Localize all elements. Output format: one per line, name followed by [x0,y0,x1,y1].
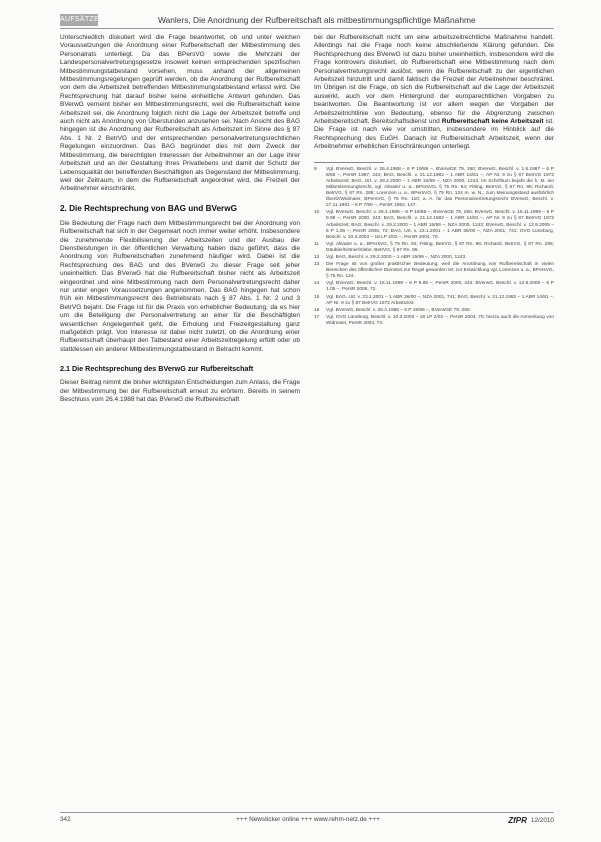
footnotes [314,167,554,327]
footer-rule [60,812,554,813]
footnote [314,308,554,314]
footnote [314,281,554,293]
footnote-text: Die Frage ist von großer praktischer Bedeutung, weil die Anordnung von Rufbereitschaft in vielen Bereichen des öffentlichen Dienstes zur Regel geworden ist; zur Entwicklung vgl. Lorenzen u. a., BPersVG, § 75 Rn. 124. [326,262,554,280]
footnote [314,255,554,261]
footnote-number: 11 [314,241,319,247]
right-intro-text: bei der Rufbereitschaft nicht um eine arbeitszeitrechtliche Maßnahme handelt. Allerdings hat die Frage noch keine abschließende Klärung gefunden. Die Rechtsprechung des BVerwG ist dazu bisher uneinheitlich, insbesondere wird die Frage kontrovers diskutiert, ob Rufbereitschaft eine Mitbestimmung nach dem Personalvertretungsrecht auslöst, wenn die Rufbereitschaft zu der eigentlichen Arbeitszeit hinzutritt und damit faktisch die Freizeit der Arbeitnehmer beschränkt. Im Übrigen ist die Frage, ob sich die Rufbereitschaft auf die Lage der Arbeitszeit auswirkt, auch vor dem Hintergrund der europarechtlichen Vorgaben zu beantworten. Die Beantwortung ist vor allem wegen der Vorgaben der Arbeitszeitrichtlinie von Bedeutung, ebenso für die Abgrenzung zwischen Arbeitsbereitschaft, Bereitschaftsdienst und [314,34,554,126]
intro-paragraph: Unterschiedlich diskutiert wird die Frage beantwortet, ob und unter welchen Voraussetzungen die Anordnung einer Rufbereitschaft der Mitbestimmung des Personalrats unterliegt. Da das BPersVG sowie die Mehrzahl der Landespersonalvertretungsgesetze insoweit keinen entsprechenden spezifischen Mitbestimmungstatbestand vorsehen, muss anhand der allgemeinen Mitbestimmungsregelungen geprüft werden, ob die Anordnung der Rufbereitschaft von dem die Arbeitszeit betreffenden Mitbestimmungstatbestand erfasst wird. Die Rechtsprechung hat darauf bisher keine einheitliche Antwort gefunden. Das BVerwG verneint bisher ein Mitbestimmungsrecht, weil die Rufbereitschaft keine Arbeitszeit sei, die Anordnung folglich nicht die Lage der Arbeitszeit betreffe und auch nicht als Anordnung von Überstunden anzusehen sei. Nach Ansicht des BAG hingegen ist die Anordnung der Rufbereitschaft als Arbeitszeit im Sinne des § 87 Abs. 1 Nr. 2 BetrVG und der entsprechenden personalvertretungsrechtlichen Regelungen einzuordnen. Das BAG begründet dies mit dem Zweck der Mitbestimmung, die berechtigten Interessen der Arbeitnehmer an der Lage ihrer Arbeitszeit und an der Gestaltung ihres Privatlebens und damit der Schutz der Lebensqualität der betreffenden Beschäftigten als Gegenstand der Mitbestimmung, weil der Zeitraum, in dem die Rufbereitschaft angeordnet wird, die Freizeit der Arbeitnehmer einschränkt. [60,34,300,193]
footnote-number: 15 [314,294,320,300]
page-header [60,12,554,28]
footnote-number: 13 [314,262,320,268]
footnote-number: 10 [314,210,320,216]
section-paragraph: Die Bedeutung der Frage nach dem Mitbestimmungsrecht bei der Anordnung von Rufbereitschaft hat sich in der Gegenwart noch immer weiter erhöht. Insbesondere die zunehmende Flexibilisierung der Arbeitszeiten und der Ausbau der Dienstleistungen in der öffentlichen Verwaltung haben dazu geführt, dass die Anordnung von Rufbereitschaften zunehmend häufiger wird. Dabei ist die Rechtsprechung des BAG und des BVerwG zu dieser Frage seit jeher uneinheitlich. Das BVerwG hat die Rufbereitschaft bisher nicht als Arbeitszeit eingeordnet und eine Mitbestimmung nach dem Personalvertretungsrecht daher nur unter engen Voraussetzungen angenommen. Das BAG hingegen hat schon früh ein Mitbestimmungsrecht des Betriebsrats nach § 87 Abs. 1 Nr. 2 und 3 BetrVG bejaht. Die Frage ist für die Praxis von erheblicher Bedeutung, da es hier um die Beteiligung der Personalvertretung an einer für die Beschäftigten wesentlichen Angelegenheit geht, die Erholung und Freizeitgestaltung ganz maßgeblich prägt. Von Interesse ist dabei nicht zuletzt, ob die Anordnung einer Rufbereitschaft überhaupt den Tatbestand einer Arbeitszeitregelung erfüllt oder ob stattdessen ein anderer Mitbestimmungstatbestand in Betracht kommt. [60,219,300,353]
issue-number: 12/2010 [530,817,554,824]
right-column [314,34,554,328]
footnote [314,167,554,210]
footer-banner: +++ Newsticker online +++ www.rehm-netz.de +++ [236,816,380,823]
footnote-text: Vgl. Altvater u. a., BPersVG, § 75 Rn. 94; Fitting, BetrVG, § 87 Rn. 96; Richardi, BetrVG, § 87 Rn. 286; Däubler/Kittner/Klebe, BetrVG, § 87 Rn. 86. [326,241,554,253]
section-heading: 2. Die Rechtsprechung von BAG und BVerwG [60,203,237,213]
footnote-text: Vgl. BVerwG, Beschl. v. 16.11.1999 – 6 P 9.98 –, PersR 2000, 243; BVerwG, Beschl. v. 12.9.2005 – 6 P 1.05 –, PersR 2006, 72. [326,281,554,293]
section-label: AUFSÄTZE [60,14,98,26]
running-title: Wanlers, Die Anordnung der Rufbereitschaft als mitbestimmungspflichtige Maßnahme [158,15,476,25]
footnote-text: Vgl. BAG, Beschl. v. 29.2.2000 – 1 ABR 15/99 –, NZA 2000, 1243. [326,255,467,260]
footnote-text: Vgl. BVerwG, Beschl. v. 26.4.1988 – 6 P 19/86 –, BVerwGE 79, 260; BVerwG, Beschl. v. 16.11.1999 – 6 P 9.98 –, PersR 2000, 243; BAG, Beschl. v. 21.12.1982 – 1 ABR 14/81 –, AP Nr. 9 zu § 87 BetrVG 1972 Arbeitszeit; BAG, Beschl. v. 29.2.2000 – 1 ABR 15/99 –, NZA 2000, 1243; BVerwG, Beschl. v. 12.9.2005 – 6 P 1.05 –, PersR 2006, 72; BAG, Urt. v. 23.1.2001 – 1 ABR 36/00 –, NZA 2001, 741; OVG Lüneburg, Beschl. v. 10.3.2003 – 18 LP 2/02 –, PersR 2004, 70. [326,210,554,240]
footnote-text: Vgl. BVerwG, Beschl. v. 26.4.1988 – 6 P 19/86 –, BVerwGE 79, 260. [326,307,471,313]
footnote-text: Vgl. BVerwG, Beschl. v. 26.4.1988 – 6 P 19/86 –, BVerwGE 79, 260; BVerwG, Beschl. v. 1.6.1987 – 6 P 8/85 –, PersR 1987, 244; BAG, Beschl. v. 21.12.1982 – 1 ABR 14/81 –, AP Nr. 9 zu § 87 BetrVG 1972 Arbeitszeit; BAG, Urt. v. 29.2.2000 – 1 ABR 15/99 –, NZA 2000, 1243. Im Schrifttum bejaht die h. M. ein Mitbestimmungsrecht, vgl. Altvater u. a., BPersVG, § 75 Rn. 94; Fitting, BetrVG, § 87 Rn. 96; Richardi, BetrVG, § 87 Rn. 286; Lorenzen u. a., BPersVG, § 75 Rn. 124 m. w. N.; zum Meinungsstand ausführlich Ilbertz/Widmaier, BPersVG, § 75 Rn. 110; a. A. für das Personalvertretungsrecht BVerwG, Beschl. v. 27.11.1991 – 6 P 7/90 –, PersR 1992, 147. [326,166,554,209]
footnote-rule [314,162,384,163]
journal-info [508,816,554,825]
footnote [314,262,554,280]
header-rule [60,28,554,29]
footnote [314,242,554,254]
footnote-number: 17 [314,314,320,320]
page-footer [60,816,554,828]
footnote-number: 16 [314,307,320,313]
footnote-number: 14 [314,281,320,287]
subsection-paragraph: Dieser Beitrag nimmt die bisher wichtigsten Entscheidungen zum Anlass, die Frage der Mitbestimmung bei der Rufbereitschaft erneut zu erörtern. Bereits in seinem Beschluss vom 26.4.1988 hat das BVerwG die Rufbereitschaft [60,379,300,404]
bold-phrase: Rufbereitschaft keine Arbeitszeit [441,118,544,126]
right-after-bold: ist. Die Frage ist nach wie vor umstritten, insbesondere im Hinblick auf die Rechtsprechung des EuGH. Danach ist Rufbereitschaft Arbeitszeit, wenn der Arbeitnehmer erheblichen Einschränkungen unterliegt. [314,118,555,151]
footnote [314,295,554,307]
footnote-number: 12 [314,255,320,260]
footnote-number: 9 [314,166,317,172]
left-column [60,34,300,404]
right-intro-paragraph [314,34,554,152]
subsection-heading: 2.1 Die Rechtsprechung des BVerwG zur Rufbereitschaft [60,364,254,374]
footnote-text: Vgl. BAG, Urt. v. 23.1.2001 – 1 ABR 36/00 –, NZA 2001, 741; BAG, Beschl. v. 21.12.1982 – 1 ABR 14/81 –, AP Nr. 9 zu § 87 BetrVG 1972 Arbeitszeit. [326,294,554,306]
footnote-text: Vgl. OVG Lüneburg, Beschl. v. 10.3.2003 – 18 LP 2/02 –, PersR 2004, 70; hierzu auch die Anmerkung von Widmaier, PersR 2004, 73. [326,314,554,326]
footnote [314,210,554,240]
footnote [314,315,554,327]
journal-logo: ZfPR [508,816,527,825]
page-number: 342 [60,816,71,823]
